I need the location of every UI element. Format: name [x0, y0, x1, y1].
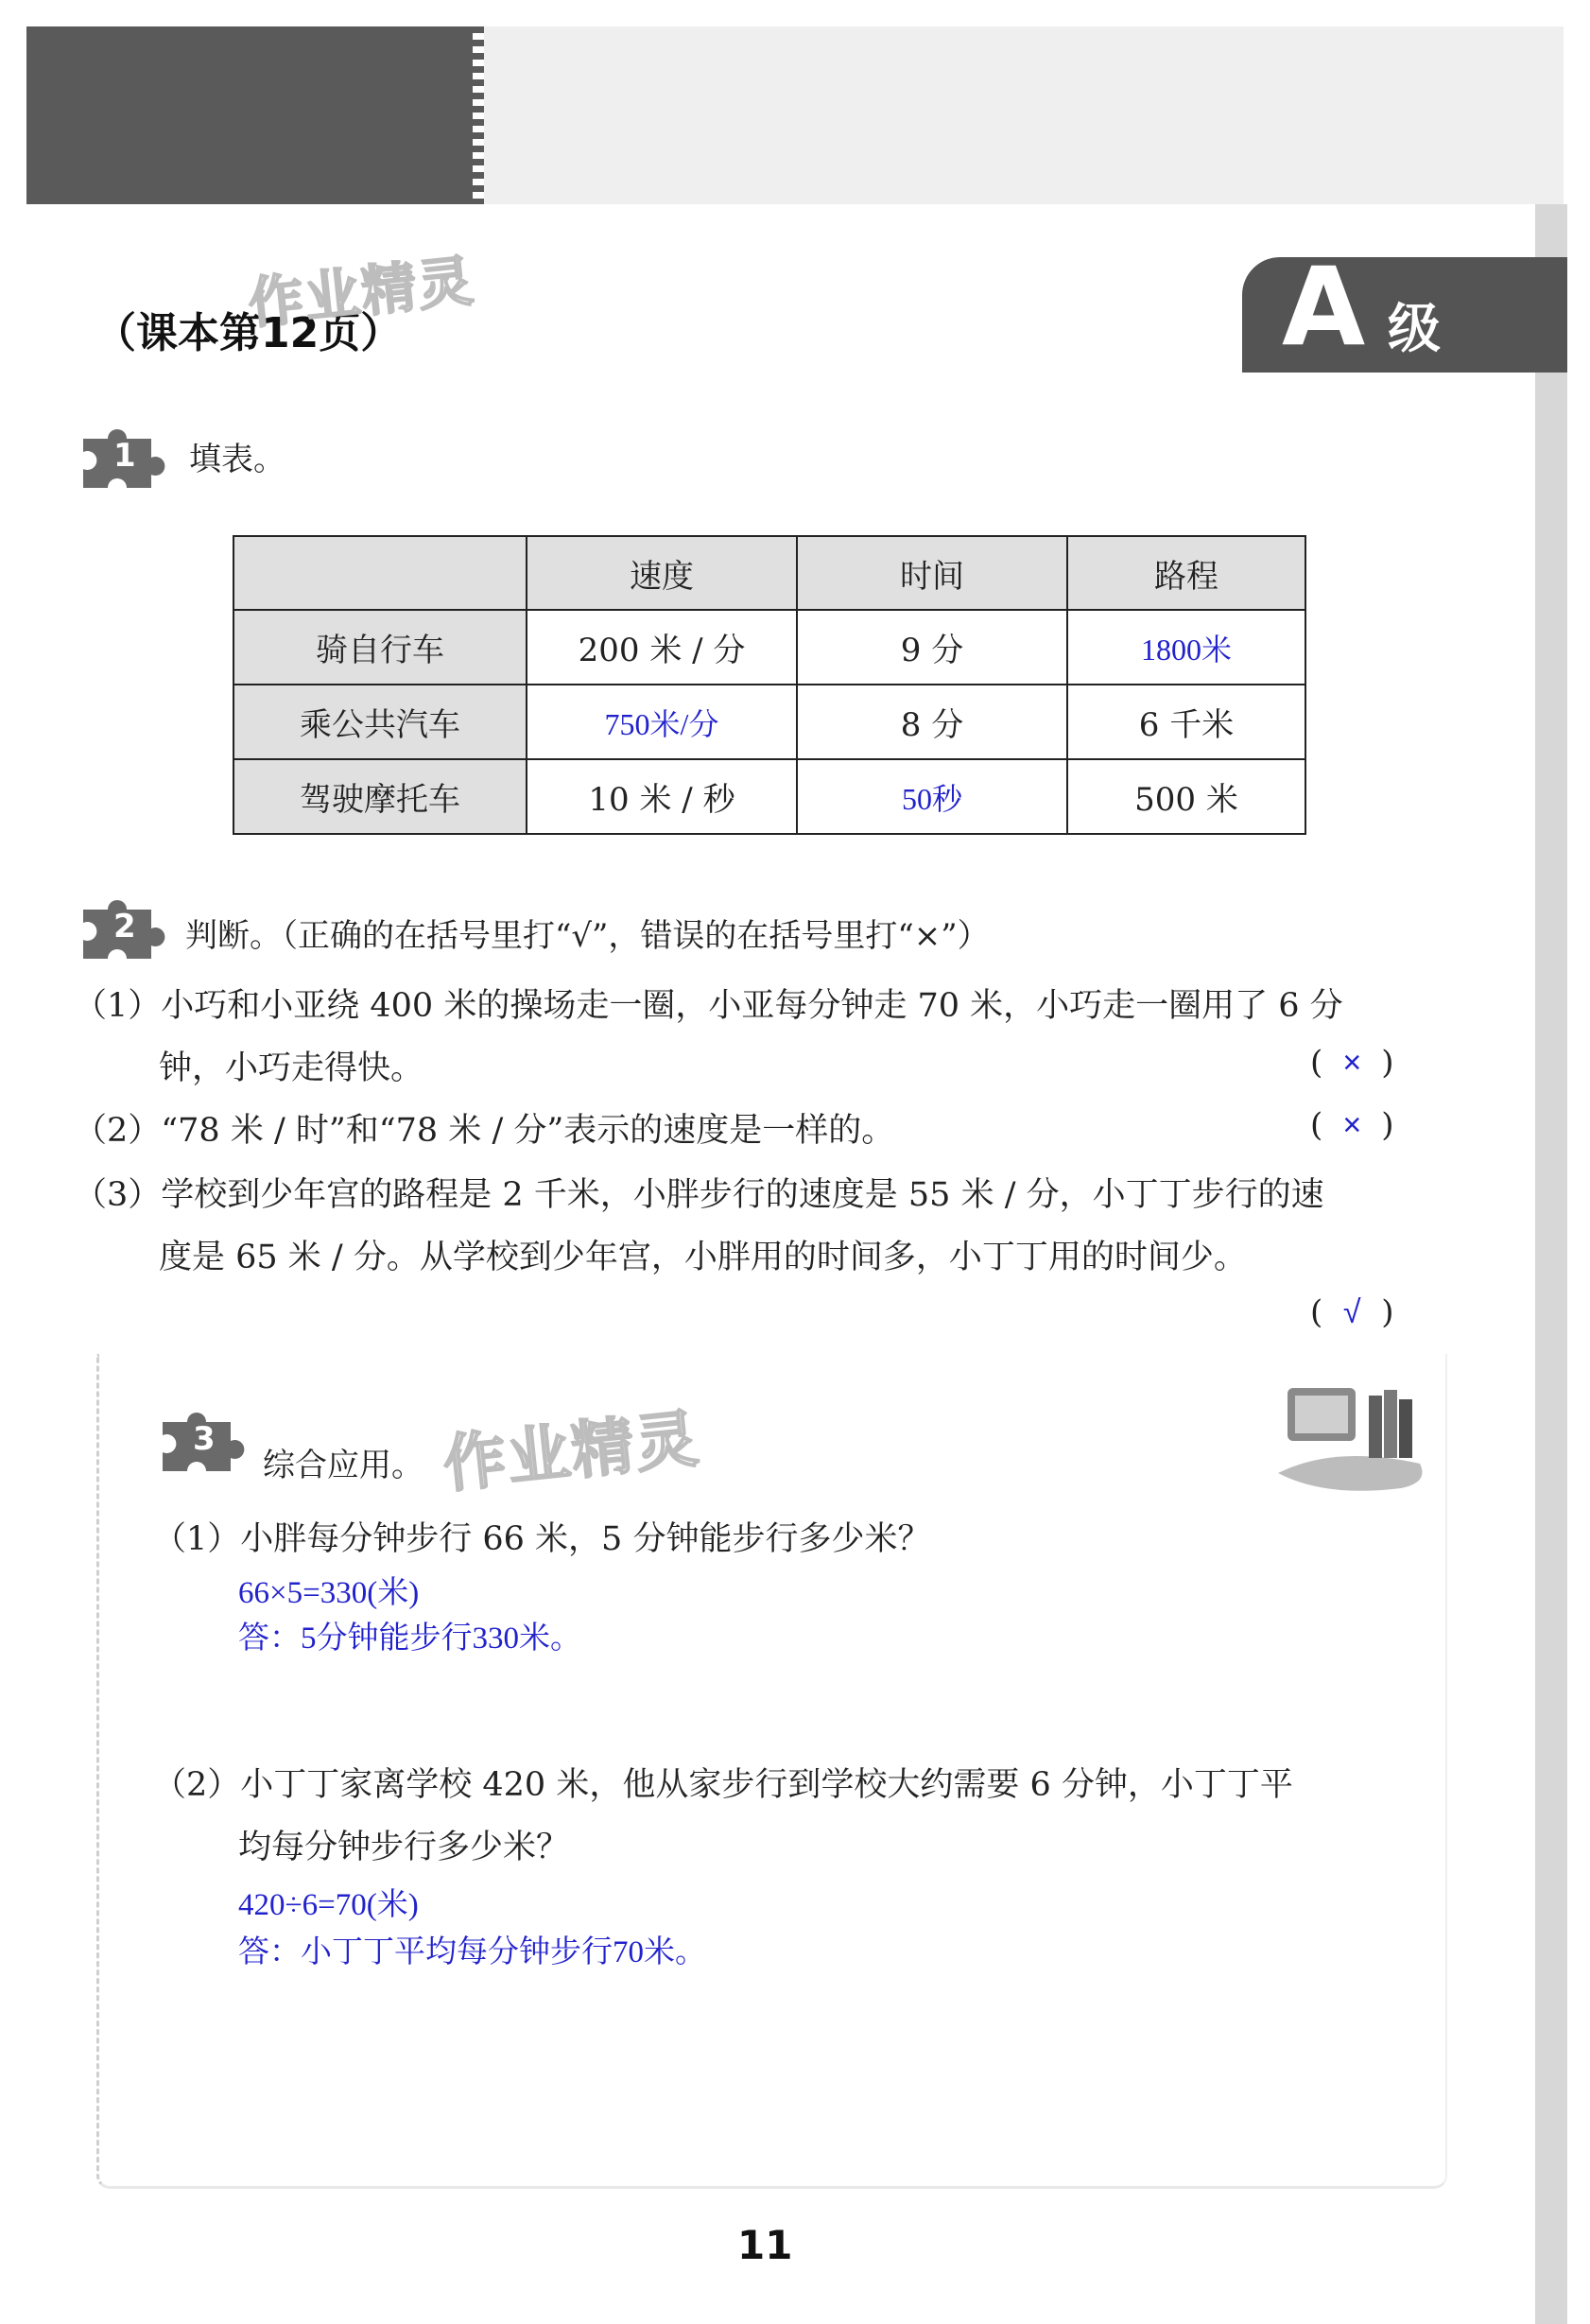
table-header-cell: [233, 536, 527, 610]
time-answer: 50秒: [797, 759, 1067, 834]
table-header-cell: 路程: [1067, 536, 1305, 610]
judgment-answer: √: [1342, 1294, 1361, 1330]
puzzle-badge-icon: [79, 896, 166, 961]
page-number: 11: [737, 2222, 793, 2268]
question-line: 度是 65 米 / 分。从学校到少年宫，小胖用的时间多，小丁丁用的时间少。: [159, 1239, 1247, 1276]
section-title: 填表。: [189, 441, 285, 478]
distance-answer: 1800米: [1067, 610, 1305, 685]
distance-cell: 500 米: [1067, 759, 1305, 834]
row-label: 乘公共汽车: [233, 685, 527, 759]
time-cell: 8 分: [797, 685, 1067, 759]
header-band-light: [484, 26, 1564, 204]
section-number: 1: [113, 437, 136, 475]
header-band-dark: [26, 26, 478, 204]
speed-cell: 10 米 / 秒: [527, 759, 797, 834]
judgment-answer: ×: [1342, 1045, 1362, 1081]
question-line: 均每分钟步行多少米？: [238, 1829, 570, 1866]
time-cell: 9 分: [797, 610, 1067, 685]
question-line: （2）小丁丁家离学校 420 米，他从家步行到学校大约需要 6 分钟，小丁丁平: [153, 1766, 1293, 1804]
section-title: 判断。（正确的在括号里打“√”，错误的在括号里打“×”）: [185, 917, 990, 955]
question-line: （1）小巧和小亚绕 400 米的操场走一圈，小亚每分钟走 70 米，小巧走一圈用了 6 分: [74, 987, 1343, 1025]
level-letter: A: [1282, 244, 1366, 370]
worked-answer: 答：5分钟能步行330米。: [238, 1622, 581, 1656]
worked-calculation: 66×5=330(米): [238, 1576, 420, 1610]
header-band-torn-edge: [473, 26, 484, 204]
answer-parentheses: ( × ): [1310, 1044, 1394, 1082]
worked-calculation: 420÷6=70(米): [238, 1888, 419, 1922]
section-number: 2: [113, 908, 136, 945]
question-line: （3）学校到少年宫的路程是 2 千米，小胖步行的速度是 55 米 / 分，小丁丁步行的速: [74, 1176, 1324, 1214]
page-edge-strip: [1535, 204, 1567, 2324]
computer-books-icon: [1278, 1379, 1441, 1492]
table-header-row: [233, 536, 1305, 610]
speed-answer: 750米/分: [527, 685, 797, 759]
question-line: （1）小胖每分钟步行 66 米，5 分钟能步行多少米？: [153, 1520, 931, 1558]
table-row: [233, 685, 1305, 759]
watermark: 作业精灵: [245, 248, 478, 337]
row-label: 骑自行车: [233, 610, 527, 685]
level-word: 级: [1388, 299, 1441, 360]
table-header-cell: 时间: [797, 536, 1067, 610]
section-title: 综合应用。: [263, 1447, 423, 1484]
answer-parentheses: ( √ ): [1310, 1293, 1394, 1331]
answer-parentheses: ( × ): [1310, 1106, 1394, 1144]
table-row: [233, 759, 1305, 834]
distance-cell: 6 千米: [1067, 685, 1305, 759]
watermark: 作业精灵: [440, 1401, 703, 1501]
worked-answer: 答：小丁丁平均每分钟步行70米。: [238, 1935, 706, 1969]
row-label: 驾驶摩托车: [233, 759, 527, 834]
speed-cell: 200 米 / 分: [527, 610, 797, 685]
textbook-page-reference: （课本第12页）: [95, 309, 403, 357]
question-line: 钟，小巧走得快。: [159, 1049, 424, 1087]
table-header-cell: 速度: [527, 536, 797, 610]
section-number: 3: [193, 1420, 216, 1458]
puzzle-badge-icon: [159, 1409, 246, 1473]
question-line: （2）“78 米 / 时”和“78 米 / 分”表示的速度是一样的。: [74, 1112, 895, 1150]
puzzle-badge-icon: [79, 425, 166, 490]
judgment-answer: ×: [1342, 1107, 1362, 1143]
table-row: [233, 610, 1305, 685]
fill-table: [233, 535, 1306, 835]
